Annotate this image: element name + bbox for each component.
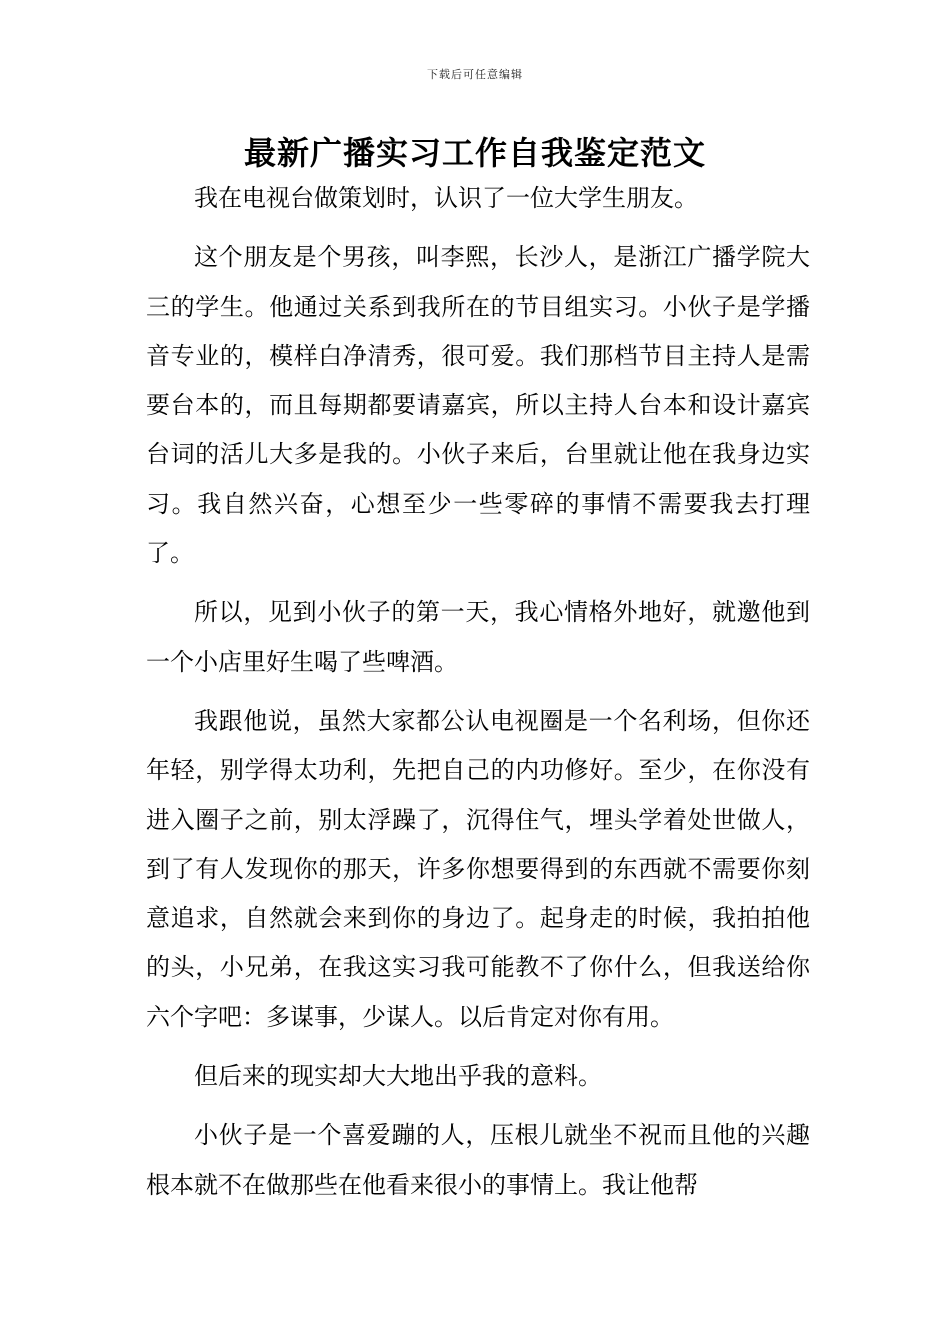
paragraph-3: 所以，见到小伙子的第一天，我心情格外地好，就邀他到一个小店里好生喝了些啤酒。 [146, 598, 810, 676]
document-body [146, 174, 810, 1210]
paragraph-6: 小伙子是一个喜爱蹦的人，压根儿就坐不祝而且他的兴趣根本就不在做那些在他看来很小的事情上。我让他帮 [146, 1121, 810, 1199]
paragraph-4: 我跟他说，虽然大家都公认电视圈是一个名利场，但你还年轻，别学得太功利，先把自己的内功修好。至少，在你没有进入圈子之前，别太浮躁了，沉得住气，埋头学着处世做人，到了有人发现你的那天，许多你想要得到的东西就不需要你刻意追求，自然就会来到你的身边了。起身走的时候，我拍拍他的头，小兄弟，在我这实习我可能教不了你什么，但我送给你六个字吧：多谋事，少谋人。以后肯定对你有用。 [146, 706, 810, 1031]
paragraph-2: 这个朋友是个男孩，叫李熙，长沙人，是浙江广播学院大三的学生。他通过关系到我所在的节目组实习。小伙子是学播音专业的，模样白净清秀，很可爱。我们那档节目主持人是需要台本的，而且每期都要请嘉宾，所以主持人台本和设计嘉宾台词的活儿大多是我的。小伙子来后，台里就让他在我身边实习。我自然兴奋，心想至少一些零碎的事情不需要我去打理了。 [146, 243, 810, 568]
paragraph-5: 但后来的现实却大大地出乎我的意料。 [194, 1062, 602, 1091]
paragraph-1: 我在电视台做策划时，认识了一位大学生朋友。 [194, 184, 698, 212]
document-title: 最新广播实习工作自我鉴定范文 [243, 134, 706, 172]
header-note: 下载后可任意编辑 [427, 68, 523, 81]
